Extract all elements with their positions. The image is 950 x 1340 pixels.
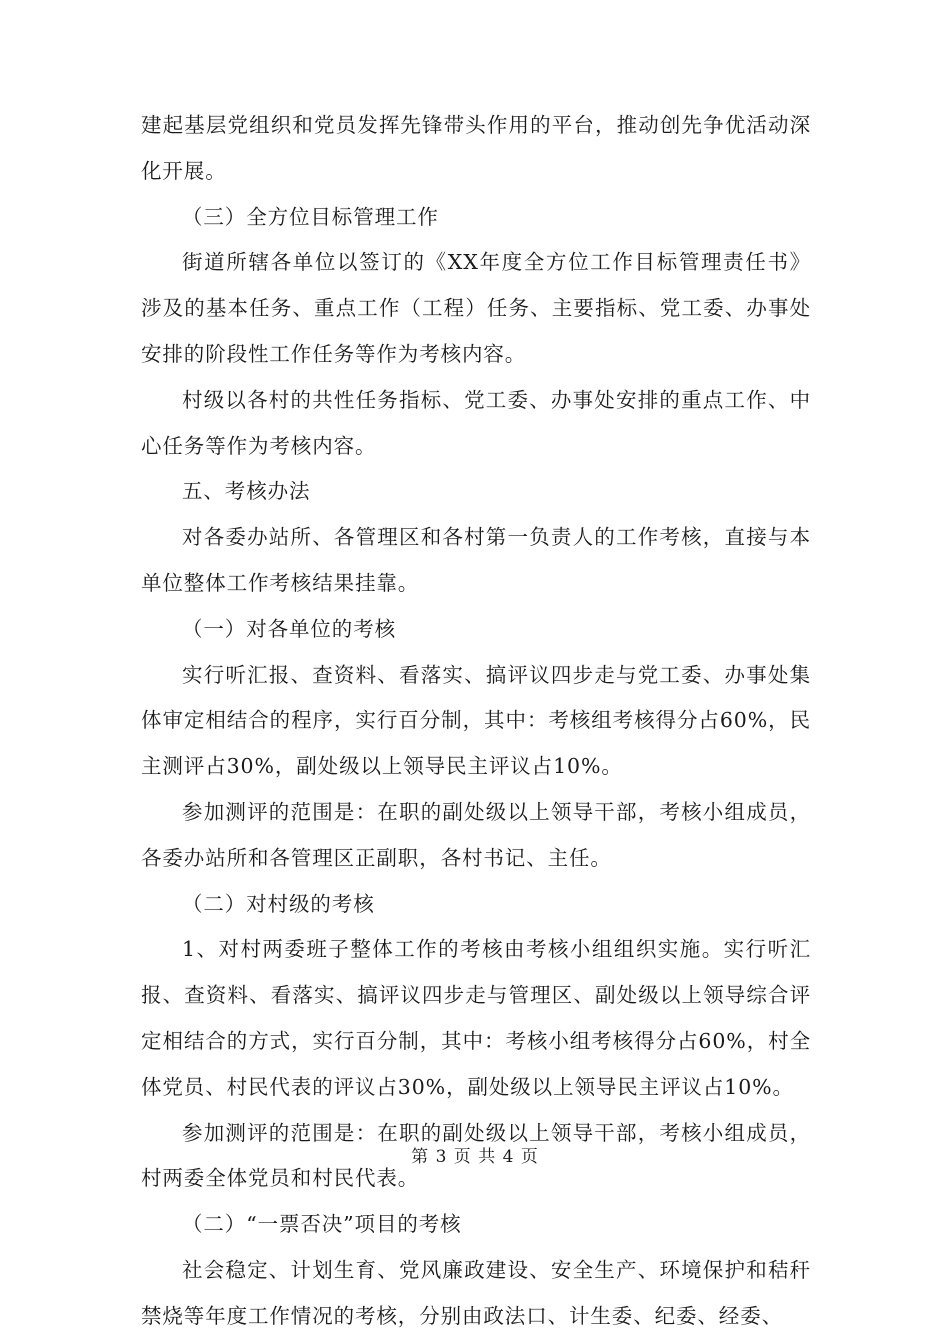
subheading-unit-assessment: （一）对各单位的考核 [182, 616, 396, 641]
subheading-veto-items: （二）“一票否决”项目的考核 [182, 1212, 462, 1237]
page-number-footer: 第 3 页 共 4 页 [411, 1147, 539, 1167]
section-heading-assessment-method: 五、考核办法 [182, 479, 311, 504]
paragraph-village-assessment-content: 村级以各村的共性任务指标、党工委、办事处安排的重点工作、中心任务等作为考核内容。 [141, 387, 811, 458]
subheading-village-assessment: （二）对村级的考核 [182, 891, 375, 916]
paragraph-continued-text: 建起基层党组织和党员发挥先锋带头作用的平台，推动创先争优活动深化开展。 [141, 113, 811, 183]
paragraph-village-evaluation-scope: 参加测评的范围是：在职的副处级以上领导干部，考核小组成员，村两委全体党员和村民代表。 [141, 1120, 811, 1191]
paragraph-village-procedure: 1、对村两委班子整体工作的考核由考核小组组织实施。实行听汇报、查资料、看落实、搞评议四步走与管理区、副处级以上领导综合评定相结合的方式，实行百分制，其中：考核小组考核得分占60%，村全体党员、村民代表的评议占30%，副处级以上领导民主评议占10%。 [141, 937, 811, 1099]
paragraph-leader-assessment: 对各委办站所、各管理区和各村第一负责人的工作考核，直接与本单位整体工作考核结果挂靠。 [141, 525, 811, 595]
paragraph-unit-evaluation-scope: 参加测评的范围是：在职的副处级以上领导干部，考核小组成员，各委办站所和各管理区正副职，各村书记、主任。 [141, 799, 811, 870]
section-heading-target-management: （三）全方位目标管理工作 [182, 204, 439, 229]
paragraph-unit-assessment-content: 街道所辖各单位以签订的《XX年度全方位工作目标管理责任书》涉及的基本任务、重点工作（工程）任务、主要指标、党工委、办事处安排的阶段性工作任务等作为考核内容。 [141, 250, 811, 366]
paragraph-unit-procedure: 实行听汇报、查资料、看落实、搞评议四步走与党工委、办事处集体审定相结合的程序，实行百分制，其中：考核组考核得分占60%，民主测评占30%，副处级以上领导民主评议占10%。 [141, 662, 811, 779]
paragraph-veto-items-detail: 社会稳定、计划生育、党风廉政建设、安全生产、环境保护和秸秆禁烧等年度工作情况的考核，分别由政法口、计生委、纪委、经委、 [141, 1257, 811, 1328]
